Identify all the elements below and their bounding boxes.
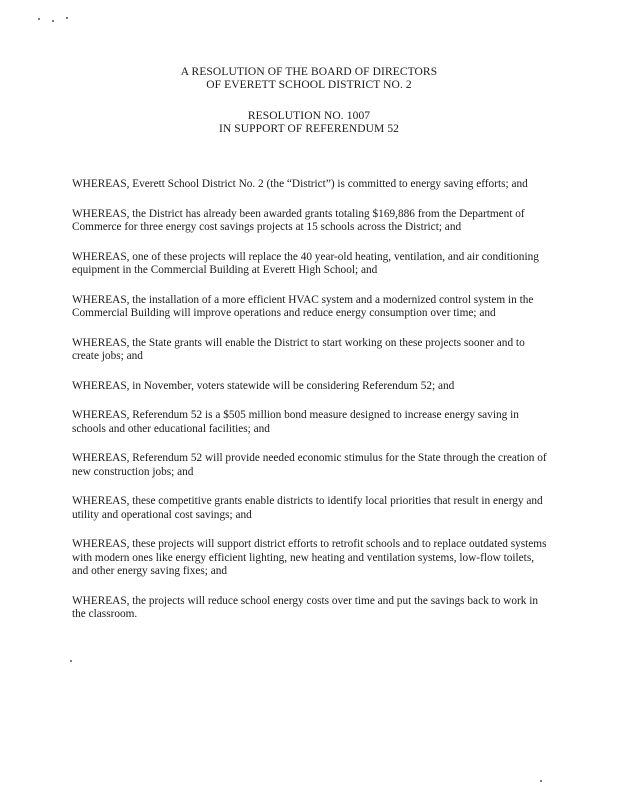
scan-speck <box>70 660 72 662</box>
resolution-subject: IN SUPPORT OF REFERENDUM 52 <box>218 123 400 135</box>
whereas-paragraph: WHEREAS, the installation of a more efficient HVAC system and a modernized control system in the Commercial Building will improve operations and reduce energy consumption over time; and <box>72 293 534 319</box>
whereas-paragraph: WHEREAS, the District has already been awarded grants totaling $169,886 from the Department of Commerce for three energy cost savings projects at 15 schools across the District; and <box>72 207 525 233</box>
scan-speck <box>66 17 68 19</box>
whereas-paragraph: WHEREAS, Everett School District No. 2 (the “District”) is committed to energy saving efforts; and <box>72 178 528 190</box>
resolution-body <box>72 178 550 638</box>
whereas-paragraph: WHEREAS, the projects will reduce school energy costs over time and put the savings back to work in the classroom. <box>72 594 538 620</box>
whereas-paragraph: WHEREAS, these projects will support district efforts to retrofit schools and to replace outdated systems with modern ones like energy efficient lighting, new heating and ventilation systems, low-flow toilets, and other energy saving fixes; and <box>72 538 547 577</box>
whereas-paragraph: WHEREAS, Referendum 52 is a $505 million bond measure designed to increase energy saving in schools and other educational facilities; and <box>72 409 519 435</box>
whereas-paragraph: WHEREAS, the State grants will enable the District to start working on these projects sooner and to create jobs; and <box>72 336 525 362</box>
scan-speck <box>38 18 40 20</box>
whereas-paragraph: WHEREAS, one of these projects will replace the 40 year-old heating, ventilation, and air conditioning equipment in the Commercial Building at Everett High School; and <box>72 250 539 276</box>
scan-speck <box>52 20 54 22</box>
whereas-paragraph: WHEREAS, these competitive grants enable districts to identify local priorities that result in energy and utility and operational cost savings; and <box>72 495 543 521</box>
whereas-paragraph: WHEREAS, in November, voters statewide will be considering Referendum 52; and <box>72 379 455 392</box>
title-line-1: A RESOLUTION OF THE BOARD OF DIRECTORS <box>180 66 438 78</box>
resolution-heading <box>0 110 618 136</box>
title-line-2: OF EVERETT SCHOOL DISTRICT NO. 2 <box>206 79 412 91</box>
resolution-number: RESOLUTION NO. 1007 <box>247 110 371 122</box>
whereas-paragraph: WHEREAS, Referendum 52 will provide needed economic stimulus for the State through the creation of new construction jobs; and <box>72 452 547 478</box>
scan-speck <box>540 780 542 782</box>
resolution-title <box>0 66 618 92</box>
